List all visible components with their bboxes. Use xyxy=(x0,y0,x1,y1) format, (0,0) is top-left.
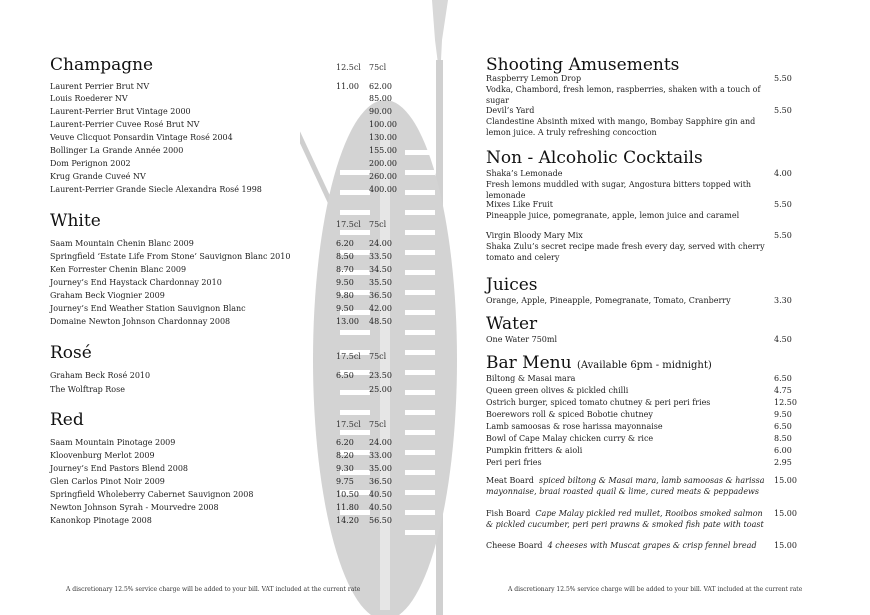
champagne-heading: Champagne xyxy=(50,55,154,75)
rose-size-glass: 17.5cl xyxy=(336,352,361,361)
cheese-board-item: Cheese Board 4 cheeses with Muscat grapes & crisp fennel bread 15.00 xyxy=(486,541,797,550)
juices-heading: Juices xyxy=(486,275,538,295)
footer-service-note-left: A discretionary 12.5% service charge will be added to your bill. VAT included at the current rate xyxy=(66,586,361,593)
rose-size-bottle: 75cl xyxy=(369,352,387,361)
list-item: Orange, Apple, Pineapple, Pomegranate, Tomato, Cranberry 3.30 xyxy=(486,296,792,305)
champagne-size-glass: 12.5cl xyxy=(336,63,361,72)
menu-page: Champagne 12.5cl 75cl Laurent Perrier Brut NV 11.00 62.00 Louis Roederer NV 85.00 Laurent-Perrier Brut Vintage 2000 90.00 Laurent-Perrier Cuvee Rosé Brut NV 100.00 Veuve Clicquot Ponsardin Vintage Rosé 2004 130.00 Bollinger La Grande Année 2000 155.00 Dom Perignon 2002 200.00 Krug Grande Cuveé NV 260.00 Laurent-Perrier Grande Siecle Alexandra Rosé 1998 400.00 White 17.5cl 75cl Saam Mountain Chenin Blanc 2009 6.20 24.00 Springfield ‘Estate Life From Stone’ Sauvignon Blanc 2010 8.50 33.50 Ken Forrester Chenin Blanc 2009 8.70 34.50 Journey’s End Haystack Chardonnay 2010 9.50 35.50 Graham Beck Viognier 2009 9.80 36.50 Journey’s End Weather Station Sauvignon Blanc 9.50 42.00 Domaine Newton Johnson Chardonnay 2008 13.00 48.50 Rosé 17.5cl 75cl Graham Beck Rosé 2010 6.50 23.50 The Wolftrap Rose 25.00 Red 17.5cl 75cl Saam Mountain Pinotage 2009 6.20 24.00 Kloovenburg Merlot 2009 8.20 33.00 Journey’s End Pastors Blend 2008 9.30 35.00 Glen Carlos Pinot Noir 2009 9.75 36.50 Springfield Wholeberry Cabernet Sauvignon 2008 10.50 40.50 Newton Johnson Syrah - Mourvedre 2008 11.80 40.50 Kanonkop Pinotage 2008 14.20 56.50 A discretionary 12.5% service charge will be added to your bill. VAT included at the current rate Shooting Amusements Raspberry Lemon Drop 5.50 Vodka, Chambord, fresh lemon, raspberries, shaken with a touch of sugar Devil’s Yard 5.50 Clandestine Absinth mixed with mango, Bombay Sapphire gin and lemon juice. A truly refreshing concoction Non - Alcoholic Cocktails Shaka’s Lemonade 4.00 Fresh lemons muddled with sugar, Angostura bitters topped with lemonade Mixes Like Fruit 5.50 Pineapple juice, pomegranate, apple, lemon juice and caramel Virgin Bloody Mary Mix 5.50 Shaka Zulu’s secret recipe made fresh every day, served with cherry tomato and celery Juices Orange, Apple, Pineapple, Pomegranate, Tomato, Cranberry 3.30 Water One Water 750ml 4.50 Bar Menu (Available 6pm - midnight) Biltong & Masai mara 6.50 Queen green olives & pickled chilli 4.75 Ostrich burger, spiced tomato chutney & peri peri fries 12.50 Boerewors roll & spiced Bobotie chutney 9.50 Lamb samoosas & rose harissa mayonnaise 6.50 Bowl of Cape Malay chicken curry & rice 8.50 Pumpkin fritters & aioli 6.00 Peri peri fries 2.95 Meat Board spiced biltong & Masai mara, lamb samoosas & harissa mayonnaise, braai roasted quail & lime, cured meats & peppadews 15.00 Fish Board Cape Malay pickled red mullet, Rooibos smoked salmon & pickled cucumber, peri peri prawns & smoked fish pate with toast 15.00 Cheese Board 4 cheeses with Muscat grapes & crisp fennel bread 15.00 A discretionary 12.5% service charge will be added to your bill. VAT included at the current rate xyxy=(0,0,870,615)
white-size-bottle: 75cl xyxy=(369,220,387,229)
champagne-size-bottle: 75cl xyxy=(369,63,387,72)
list-item: Devil’s Yard 5.50 Clandestine Absinth mixed with mango, Bombay Sapphire gin and lemon juice. A truly refreshing concoction xyxy=(486,106,792,137)
bar-menu-heading xyxy=(486,353,712,373)
list-item: Raspberry Lemon Drop 5.50 Vodka, Chambord, fresh lemon, raspberries, shaken with a touch of sugar xyxy=(486,74,792,105)
shooting-heading: Shooting Amusements xyxy=(486,55,680,75)
non-alcoholic-heading: Non - Alcoholic Cocktails xyxy=(486,148,703,168)
fish-board-item: Fish Board Cape Malay pickled red mullet, Rooibos smoked salmon & pickled cucumber, peri peri prawns & smoked fish pate with toast 15.00 xyxy=(486,509,797,529)
bar-menu-availability: (Available 6pm - midnight) xyxy=(576,360,712,371)
rose-heading: Rosé xyxy=(50,343,92,363)
meat-board-item: Meat Board spiced biltong & Masai mara, lamb samoosas & harissa mayonnaise, braai roasted quail & lime, cured meats & peppadews 15.00 xyxy=(486,476,797,496)
bar-menu-title: Bar Menu xyxy=(486,353,572,373)
water-heading: Water xyxy=(486,314,538,334)
list-item: Mixes Like Fruit 5.50 Pineapple juice, pomegranate, apple, lemon juice and caramel xyxy=(486,200,792,220)
red-size-glass: 17.5cl xyxy=(336,420,361,429)
list-item: Shaka’s Lemonade 4.00 Fresh lemons muddled with sugar, Angostura bitters topped with lemonade xyxy=(486,169,792,200)
list-item: Virgin Bloody Mary Mix 5.50 Shaka Zulu’s secret recipe made fresh every day, served with cherry tomato and celery xyxy=(486,231,792,262)
footer-service-note-right: A discretionary 12.5% service charge will be added to your bill. VAT included at the current rate xyxy=(508,586,803,593)
white-heading: White xyxy=(50,211,101,231)
list-item: One Water 750ml 4.50 xyxy=(486,335,792,344)
red-size-bottle: 75cl xyxy=(369,420,387,429)
white-size-glass: 17.5cl xyxy=(336,220,361,229)
red-heading: Red xyxy=(50,410,84,430)
